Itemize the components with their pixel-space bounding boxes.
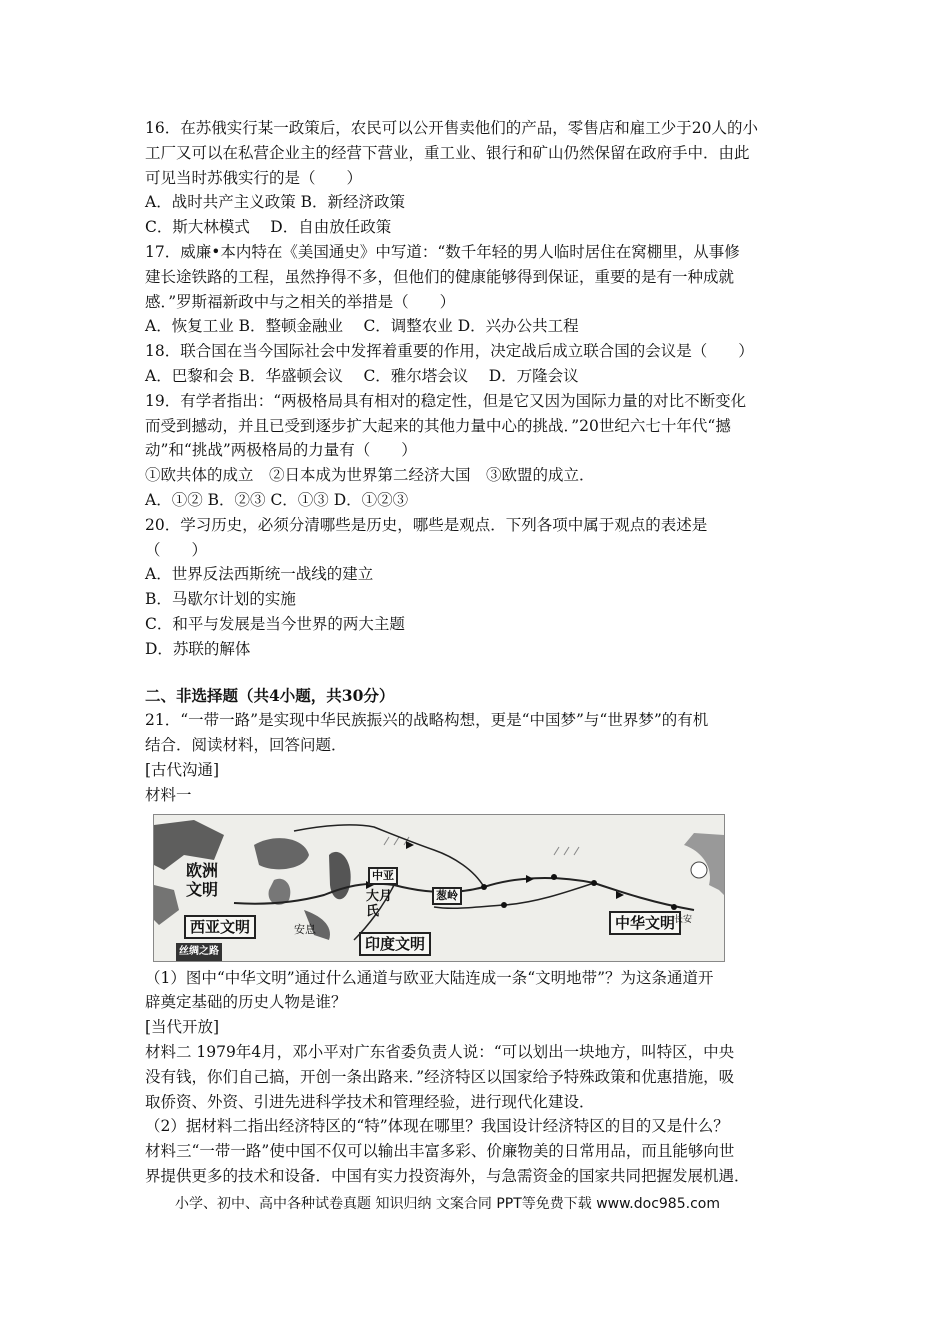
question-17	[145, 240, 810, 339]
question-text: ①欧共体的成立 ②日本成为世界第二经济大国 ③欧盟的成立．	[145, 466, 595, 485]
material-2-text: 取侨资、外资、引进先进科学技术和管理经验，进行现代化建设．	[145, 1092, 595, 1111]
silk-road-map	[153, 814, 725, 962]
question-16	[145, 116, 810, 240]
question-20	[145, 513, 810, 662]
material-3-text: 界提供更多的技术和设备．中国有实力投资海外，与急需资金的国家共同把握发展机遇．	[145, 1166, 750, 1185]
sub-question-1: （1）图中“中华文明”通过什么通道与欧亚大陆连成一条“文明地带”？为这条通道开	[145, 968, 714, 987]
answer-option: A．世界反法西斯统一战线的建立	[145, 565, 374, 584]
answer-options: A．战时共产主义政策 B．新经济政策	[145, 193, 406, 212]
label-china: 中华文明	[609, 911, 681, 935]
question-text: 17．威廉•本内特在《美国通史》中写道：“数千年轻的男人临时居住在窝棚里，从事修	[145, 242, 740, 261]
question-text: 21．“一带一路”是实现中华民族振兴的战略构想，更是“中国梦”与“世界梦”的有机	[145, 711, 709, 730]
question-text: 18．联合国在当今国际社会中发挥着重要的作用，决定战后成立联合国的会议是（ ）	[145, 342, 754, 361]
question-18	[145, 339, 810, 389]
answer-options: A．①② B．②③ C．①③ D．①②③	[145, 490, 409, 509]
question-text: 工厂又可以在私营企业主的经营下营业，重工业、银行和矿山仍然保留在政府手中．由此	[145, 143, 750, 162]
material-label: 材料一	[145, 785, 192, 804]
label-congling: 葱岭	[432, 887, 462, 905]
label-dayuezhi: 大月氏	[366, 888, 393, 919]
question-text: 结合．阅读材料，回答问题．	[145, 736, 347, 755]
question-text: 而受到撼动，并且已受到逐步扩大起来的其他力量中心的挑战．”20世纪六七十年代“撼	[145, 416, 731, 435]
part-heading: [当代开放]	[145, 1018, 220, 1037]
answer-options: A．巴黎和会 B．华盛顿会议 C．雅尔塔会议 D．万隆会议	[145, 366, 579, 385]
exam-content	[145, 116, 810, 1189]
sub-question-1: 辟奠定基础的历史人物是谁？	[145, 993, 347, 1012]
question-text: 16．在苏俄实行某一政策后，农民可以公开售卖他们的产品，零售店和雇工少于20人的小	[145, 119, 758, 137]
question-text: （ ）	[145, 540, 208, 559]
sub-question-2: （2）据材料二指出经济特区的“特”体现在哪里？我国设计经济特区的目的又是什么？	[145, 1117, 729, 1136]
answer-options: A．恢复工业 B．整顿金融业 C．调整农业 D．兴办公共工程	[145, 317, 579, 336]
answer-option: D．苏联的解体	[145, 639, 251, 658]
question-text: 动”和“挑战”两极格局的力量有（ ）	[145, 441, 417, 460]
part-heading: [古代沟通]	[145, 760, 220, 779]
label-changan: 长安	[674, 914, 693, 925]
material-2-text: 材料二 1979年4月，邓小平对广东省委负责人说：“可以划出一块地方，叫特区，中央	[145, 1042, 735, 1061]
label-europe: 欧洲文明	[186, 860, 219, 899]
question-text: 感．”罗斯福新政中与之相关的举措是（ ）	[145, 292, 456, 311]
question-text: 建长途铁路的工程，虽然挣得不多，但他们的健康能够得到保证，重要的是有一种成就	[145, 267, 735, 286]
question-text: 20．学习历史，必须分清哪些是历史，哪些是观点．下列各项中属于观点的表述是	[145, 515, 708, 534]
material-2-text: 没有钱，你们自己搞，开创一条出路来．”经济特区以国家给予特殊政策和优惠措施，吸	[145, 1067, 735, 1086]
answer-options: C．斯大林模式 D．自由放任政策	[145, 218, 392, 237]
question-text: 19．有学者指出：“两极格局具有相对的稳定性，但是它又因为国际力量的对比不断变化	[145, 391, 747, 410]
question-21	[145, 708, 810, 1188]
material-3-text: 材料三“一带一路”使中国不仅可以输出丰富多彩、价廉物美的日常用品，而且能够向世	[145, 1142, 735, 1161]
answer-option: B．马歇尔计划的实施	[145, 590, 296, 609]
label-central-asia: 中亚	[368, 867, 398, 885]
page-footer: 小学、初中、高中各种试卷真题 知识归纳 文案合同 PPT等免费下载 www.doc985.com	[175, 1196, 720, 1212]
label-west-asia: 西亚文明	[184, 915, 256, 939]
section-title: 二、非选择题（共4小题，共30分）	[145, 685, 395, 705]
question-19	[145, 389, 810, 513]
label-india: 印度文明	[359, 932, 431, 956]
label-anxi: 安息	[294, 922, 316, 936]
question-text: 可见当时苏俄实行的是（ ）	[145, 168, 363, 187]
label-silk-road: 丝绸之路	[176, 943, 222, 961]
answer-option: C．和平与发展是当今世界的两大主题	[145, 614, 405, 633]
